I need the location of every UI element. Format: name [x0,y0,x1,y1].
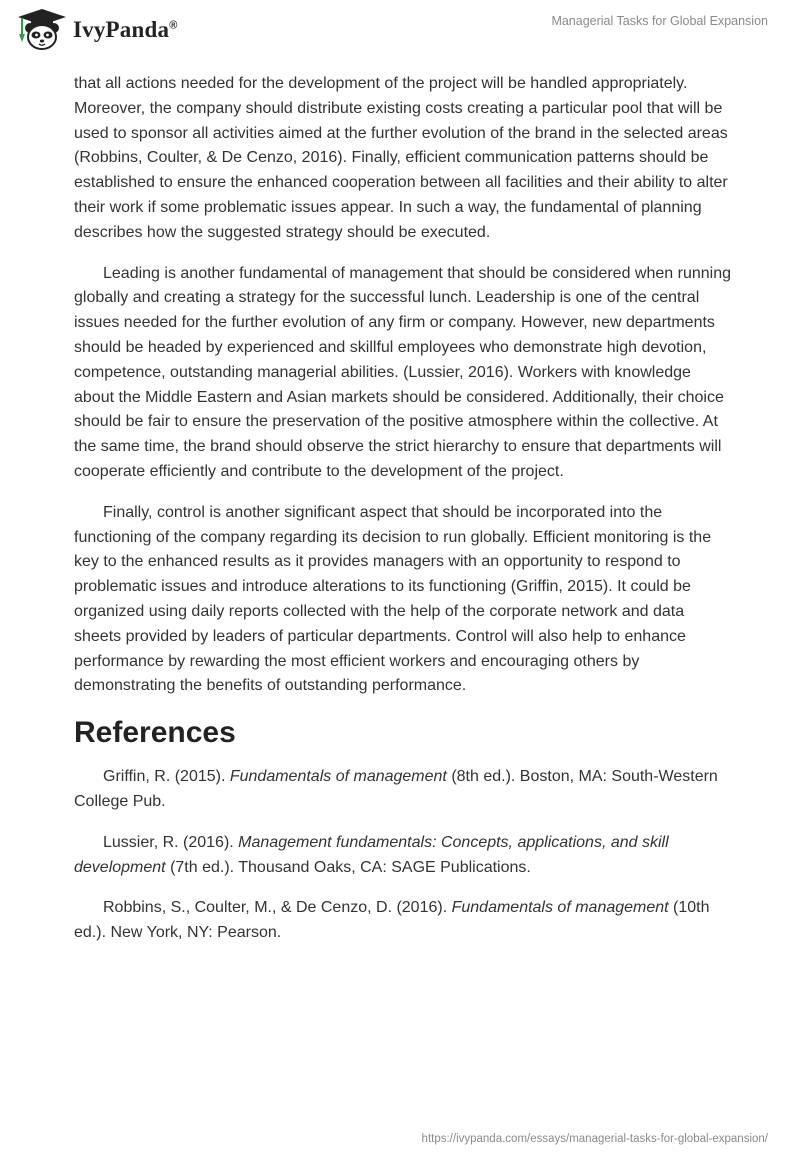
reference-item-2: Lussier, R. (2016). Management fundamentals: Concepts, applications, and skill development (7th ed.). Thousand Oaks, CA: SAGE Publications. [74,833,669,876]
panda-graduate-icon [14,8,70,50]
page-header [0,0,800,70]
reference-item-1: Griffin, R. (2015). Fundamentals of management (8th ed.). Boston, MA: South-Western College Pub. [74,768,718,810]
ivypanda-logo[interactable] [14,8,178,50]
body-paragraph-1: that all actions needed for the development of the project will be handled appropriately. Moreover, the company should distribute existing costs creating a particular pool that will be used to sponsor all activities aimed at the further evolution of the brand in the selected areas (Robbins, Coulter, & De Cenzo, 2016). Finally, efficient communication patterns should be established to ensure the enhanced cooperation between all facilities and their ability to alter their work if some problematic issues appear. In such a way, the fundamental of planning describes how the suggested strategy should be executed. [74,75,728,241]
body-paragraph-3: Finally, control is another significant aspect that should be incorporated into the functioning of the company regarding its decision to run globally. Efficient monitoring is the key to the enhanced results as it provides managers with an opportunity to respond to problematic issues and introduce alterations to its functioning (Griffin, 2015). It could be organized using daily reports collected with the help of the corporate network and data sheets provided by leaders of particular departments. Control will also help to enhance performance by rewarding the most efficient workers and encouraging others by demonstrating the benefits of outstanding performance. [74,503,712,695]
reference-title: Fundamentals of management [451,899,669,917]
essay-content [74,72,734,962]
references-heading: References [74,716,236,750]
body-paragraph-2: Leading is another fundamental of management that should be considered when running globally and creating a strategy for the successful lunch. Leadership is one of the central issues needed for the further evolution of any firm or company. However, new departments should be headed by experienced and skillful employees who demonstrate high devotion, competence, outstanding managerial abilities. (Lussier, 2016). Workers with knowledge about the Middle Eastern and Asian markets should be considered. Additionally, their choice should be fair to ensure the preservation of the positive atmosphere within the collective. At the same time, the brand should observe the strict hierarchy to ensure that departments will cooperate efficiently and contribute to the development of the project. [74,264,731,480]
reference-title: Management fundamentals: Concepts, applications, and skill development [74,833,669,876]
document-title: Managerial Tasks for Global Expansion [551,14,768,28]
logo-wordmark: IvyPanda® [73,17,178,42]
reference-title: Fundamentals of management [229,768,447,786]
reference-item-3: Robbins, S., Coulter, M., & De Cenzo, D. (2016). Fundamentals of management (10th ed.). New York, NY: Pearson. [74,899,710,942]
source-url[interactable]: https://ivypanda.com/essays/managerial-tasks-for-global-expansion/ [421,1133,768,1145]
